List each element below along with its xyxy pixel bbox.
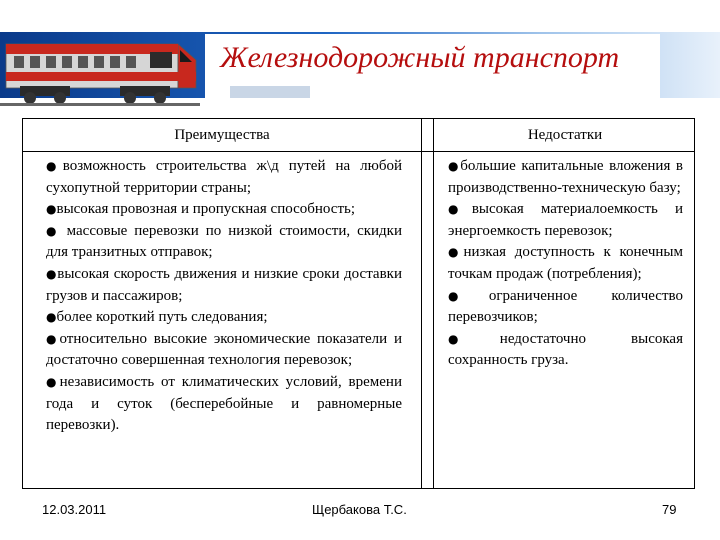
bullet-icon: ● (448, 288, 489, 303)
advantages-header: Преимущества (174, 127, 270, 143)
header-divider (23, 151, 694, 152)
column-divider-left (421, 119, 422, 488)
disadvantage-item-text: недостаточно высокая сохранность груза. (448, 330, 683, 369)
advantage-item-text: более короткий путь следования; (56, 309, 268, 326)
disadvantage-item (448, 156, 683, 199)
advantage-item-text: независимость от климатических условий, времени года и суток (бесперебойные и равномерные перевозки). (46, 373, 402, 434)
bullet-icon: ● (448, 159, 461, 173)
bullet-icon: ● (46, 159, 63, 173)
advantages-list (46, 156, 402, 437)
advantage-item (46, 221, 402, 264)
bullet-icon: ● (448, 202, 472, 217)
footer-author: Щербакова Т.С. (312, 502, 407, 517)
advantage-item-text: массовые перевозки по низкой стоимости, скидки для транзитных отправок; (46, 222, 402, 261)
comparison-table (22, 118, 695, 489)
advantage-item (46, 329, 402, 372)
disadvantage-item (448, 286, 683, 329)
bullet-icon: ● (448, 331, 500, 346)
advantage-item-text: высокая провозная и пропускная способность; (56, 201, 356, 218)
bullet-icon: ● (46, 202, 57, 217)
disadvantages-list (448, 156, 683, 372)
subtitle-bar (230, 86, 310, 98)
disadvantages-header: Недостатки (527, 127, 603, 143)
advantage-item (46, 156, 402, 199)
disadvantage-item (448, 199, 683, 242)
advantage-item-text: высокая скорость движения и низкие сроки доставки грузов и пассажиров; (46, 265, 402, 304)
advantage-item (46, 307, 402, 329)
advantage-item-text: возможность строительства ж\д путей на любой сухопутной территории страны; (46, 158, 402, 196)
bullet-icon: ● (46, 223, 60, 238)
advantage-item (46, 264, 402, 307)
disadvantage-item-text: высокая материалоемкость и энергоемкость перевозок; (448, 201, 683, 239)
bullet-icon: ● (46, 266, 58, 281)
advantage-item (46, 372, 402, 437)
bullet-icon: ● (448, 245, 464, 260)
advantage-item-text: относительно высокие экономические показатели и достаточно совершенная технология перевозок; (46, 330, 402, 369)
page-number: 79 (662, 502, 677, 517)
disadvantage-item (448, 242, 683, 285)
disadvantage-item-text: низкая доступность к конечным точкам продаж (потребления); (448, 244, 683, 282)
locomotive-image (0, 20, 200, 108)
slide-title: Железнодорожный транспорт (220, 41, 620, 74)
bullet-icon: ● (46, 331, 60, 346)
advantage-item (46, 199, 402, 221)
disadvantage-item-text: ограниченное количество перевозчиков; (448, 287, 683, 326)
footer-date: 12.03.2011 (42, 502, 107, 517)
disadvantage-item-text: большие капитальные вложения в производственно-техническую базу; (448, 158, 683, 196)
bullet-icon: ● (46, 374, 60, 389)
bullet-icon: ● (46, 310, 57, 325)
column-divider-right (433, 119, 434, 488)
disadvantage-item (448, 329, 683, 372)
